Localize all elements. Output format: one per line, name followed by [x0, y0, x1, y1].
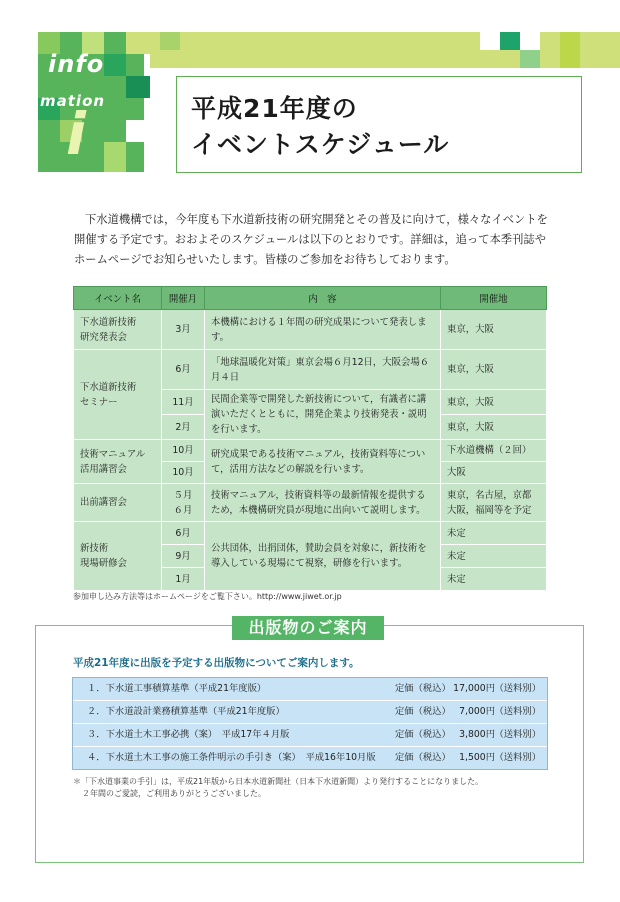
publication-title: １．下水道工事積算基準（平成21年度版） [87, 683, 267, 694]
cell-content: 研究成果である技術マニュアル，技術資料等について，活用方法などの解説を行います。 [205, 440, 441, 484]
publications-title: 出版物のご案内 [232, 616, 384, 640]
publication-list [72, 677, 548, 770]
page-title-line-2: イベントスケジュール [191, 130, 450, 159]
cell-content: 本機構における１年間の研究成果について発表します。 [205, 310, 441, 350]
table-row [74, 310, 547, 350]
publication-title: ４．下水道土木工事の施工条件明示の手引き（案） 平成16年10月版 [87, 752, 376, 763]
price-label: 定価（税込） [395, 683, 451, 694]
cell-place: 未定 [441, 568, 547, 591]
shipping-note: （送料別） [494, 729, 541, 740]
price-value: 3,800円 [459, 729, 495, 740]
mosaic-square [104, 54, 126, 76]
cell-month: 10月 [162, 462, 205, 484]
publications-note-line-2: ２年間のご愛読，ご利用ありがとうございました。 [82, 789, 266, 798]
cell-place: 未定 [441, 545, 547, 568]
table-row [74, 440, 547, 462]
price-label: 定価（税込） [395, 729, 451, 740]
event-schedule-table [73, 286, 547, 591]
mosaic-square [126, 120, 150, 142]
cell-place: 東京，大阪 [441, 390, 547, 415]
publication-row [73, 724, 547, 747]
header-graphic [0, 0, 620, 190]
table-row [74, 350, 547, 390]
logo-word-mation: mation [40, 92, 106, 110]
shipping-note: （送料別） [494, 752, 541, 763]
header-place: 開催地 [441, 287, 547, 310]
header-event: イベント名 [74, 287, 162, 310]
cell-place: 未定 [441, 522, 547, 545]
stripe-square [520, 50, 540, 68]
cell-place: 東京，大阪 [441, 415, 547, 440]
cell-event: 下水道新技術 研究発表会 [74, 310, 162, 350]
cell-content: 民間企業等で開発した新技術について，有識者に講演いただくとともに，開発企業より技術発表・説明を行います。 [205, 390, 441, 440]
price-label: 定価（税込） [395, 752, 451, 763]
cell-event: 新技術 現場研修会 [74, 522, 162, 591]
cell-month: 9月 [162, 545, 205, 568]
stripe-square [520, 32, 540, 50]
header-stripe [150, 32, 620, 68]
mosaic-square [104, 142, 126, 172]
logo-letter-i: i [66, 100, 87, 168]
cell-place: 東京，大阪 [441, 310, 547, 350]
cell-content: 「地球温暖化対策」東京会場６月12日，大阪会場６月４日 [205, 350, 441, 390]
mosaic-square [126, 32, 150, 54]
shipping-note: （送料別） [494, 706, 541, 717]
cell-month: 10月 [162, 440, 205, 462]
cell-event: 出前講習会 [74, 484, 162, 522]
table-row [74, 484, 547, 522]
cell-place: 東京，名古屋，京都 大阪，福岡等を予定 [441, 484, 547, 522]
logo-word-info: info [48, 50, 105, 78]
cell-event: 技術マニュアル 活用講習会 [74, 440, 162, 484]
header-month: 開催月 [162, 287, 205, 310]
shipping-note: （送料別） [494, 683, 541, 694]
cell-place: 大阪 [441, 462, 547, 484]
stripe-square [560, 32, 580, 68]
price-value: 7,000円 [459, 706, 495, 717]
cell-content: 技術マニュアル，技術資料等の最新情報を提供するため，本機構研究員が現地に出向いて説明します。 [205, 484, 441, 522]
price-value: 1,500円 [459, 752, 495, 763]
cell-month: 6月 [162, 522, 205, 545]
cell-place: 東京，大阪 [441, 350, 547, 390]
header-content: 内 容 [205, 287, 441, 310]
publication-title: ３．下水道土木工事必携（案） 平成17年４月版 [87, 729, 290, 740]
table-header-row [74, 287, 547, 310]
stripe-square [160, 32, 180, 50]
cell-month: ５月 ６月 [162, 484, 205, 522]
page-title-line-1: 平成21年度の [191, 94, 358, 123]
table-row [74, 522, 547, 545]
stripe-square [500, 32, 520, 50]
intro-paragraph: 下水道機構では，今年度も下水道新技術の研究開発とその普及に向けて，様々なイベントを開催する予定です。おおよそのスケジュールは以下のとおりです。詳細は，追って本季刊誌やホームページでお知らせいたします。皆様のご参加をお待ちしております。 [74, 213, 548, 266]
publication-row [73, 678, 547, 701]
mosaic-square [126, 76, 150, 98]
cell-month: 1月 [162, 568, 205, 591]
title-box [176, 76, 582, 173]
publications-heading: 平成21年度に出版を予定する出版物についてご案内します。 [73, 657, 360, 669]
cell-month: 3月 [162, 310, 205, 350]
publication-row [73, 747, 547, 769]
publications-note-line-1: ＊「下水道事業の手引」は，平成21年版から日本水道新聞社（日本下水道新聞）より発行することになりました。 [73, 777, 484, 786]
stripe-square [480, 32, 500, 50]
cell-month: 2月 [162, 415, 205, 440]
cell-place: 下水道機構（２回） [441, 440, 547, 462]
cell-content: 公共団体，出捐団体，賛助会員を対象に，新技術を導入している現場にて視察，研修を行います。 [205, 522, 441, 591]
publication-row [73, 701, 547, 724]
publication-title: ２．下水道設計業務積算基準（平成21年度版） [87, 706, 285, 717]
schedule-note: 参加申し込み方法等はホームページをご覧下さい。http://www.jiwet.or.jp [73, 592, 342, 601]
cell-month: 6月 [162, 350, 205, 390]
cell-month: 11月 [162, 390, 205, 415]
publications-note [73, 776, 483, 800]
price-value: 17,000円 [453, 683, 495, 694]
cell-event: 下水道新技術 セミナー [74, 350, 162, 440]
price-label: 定価（税込） [395, 706, 451, 717]
